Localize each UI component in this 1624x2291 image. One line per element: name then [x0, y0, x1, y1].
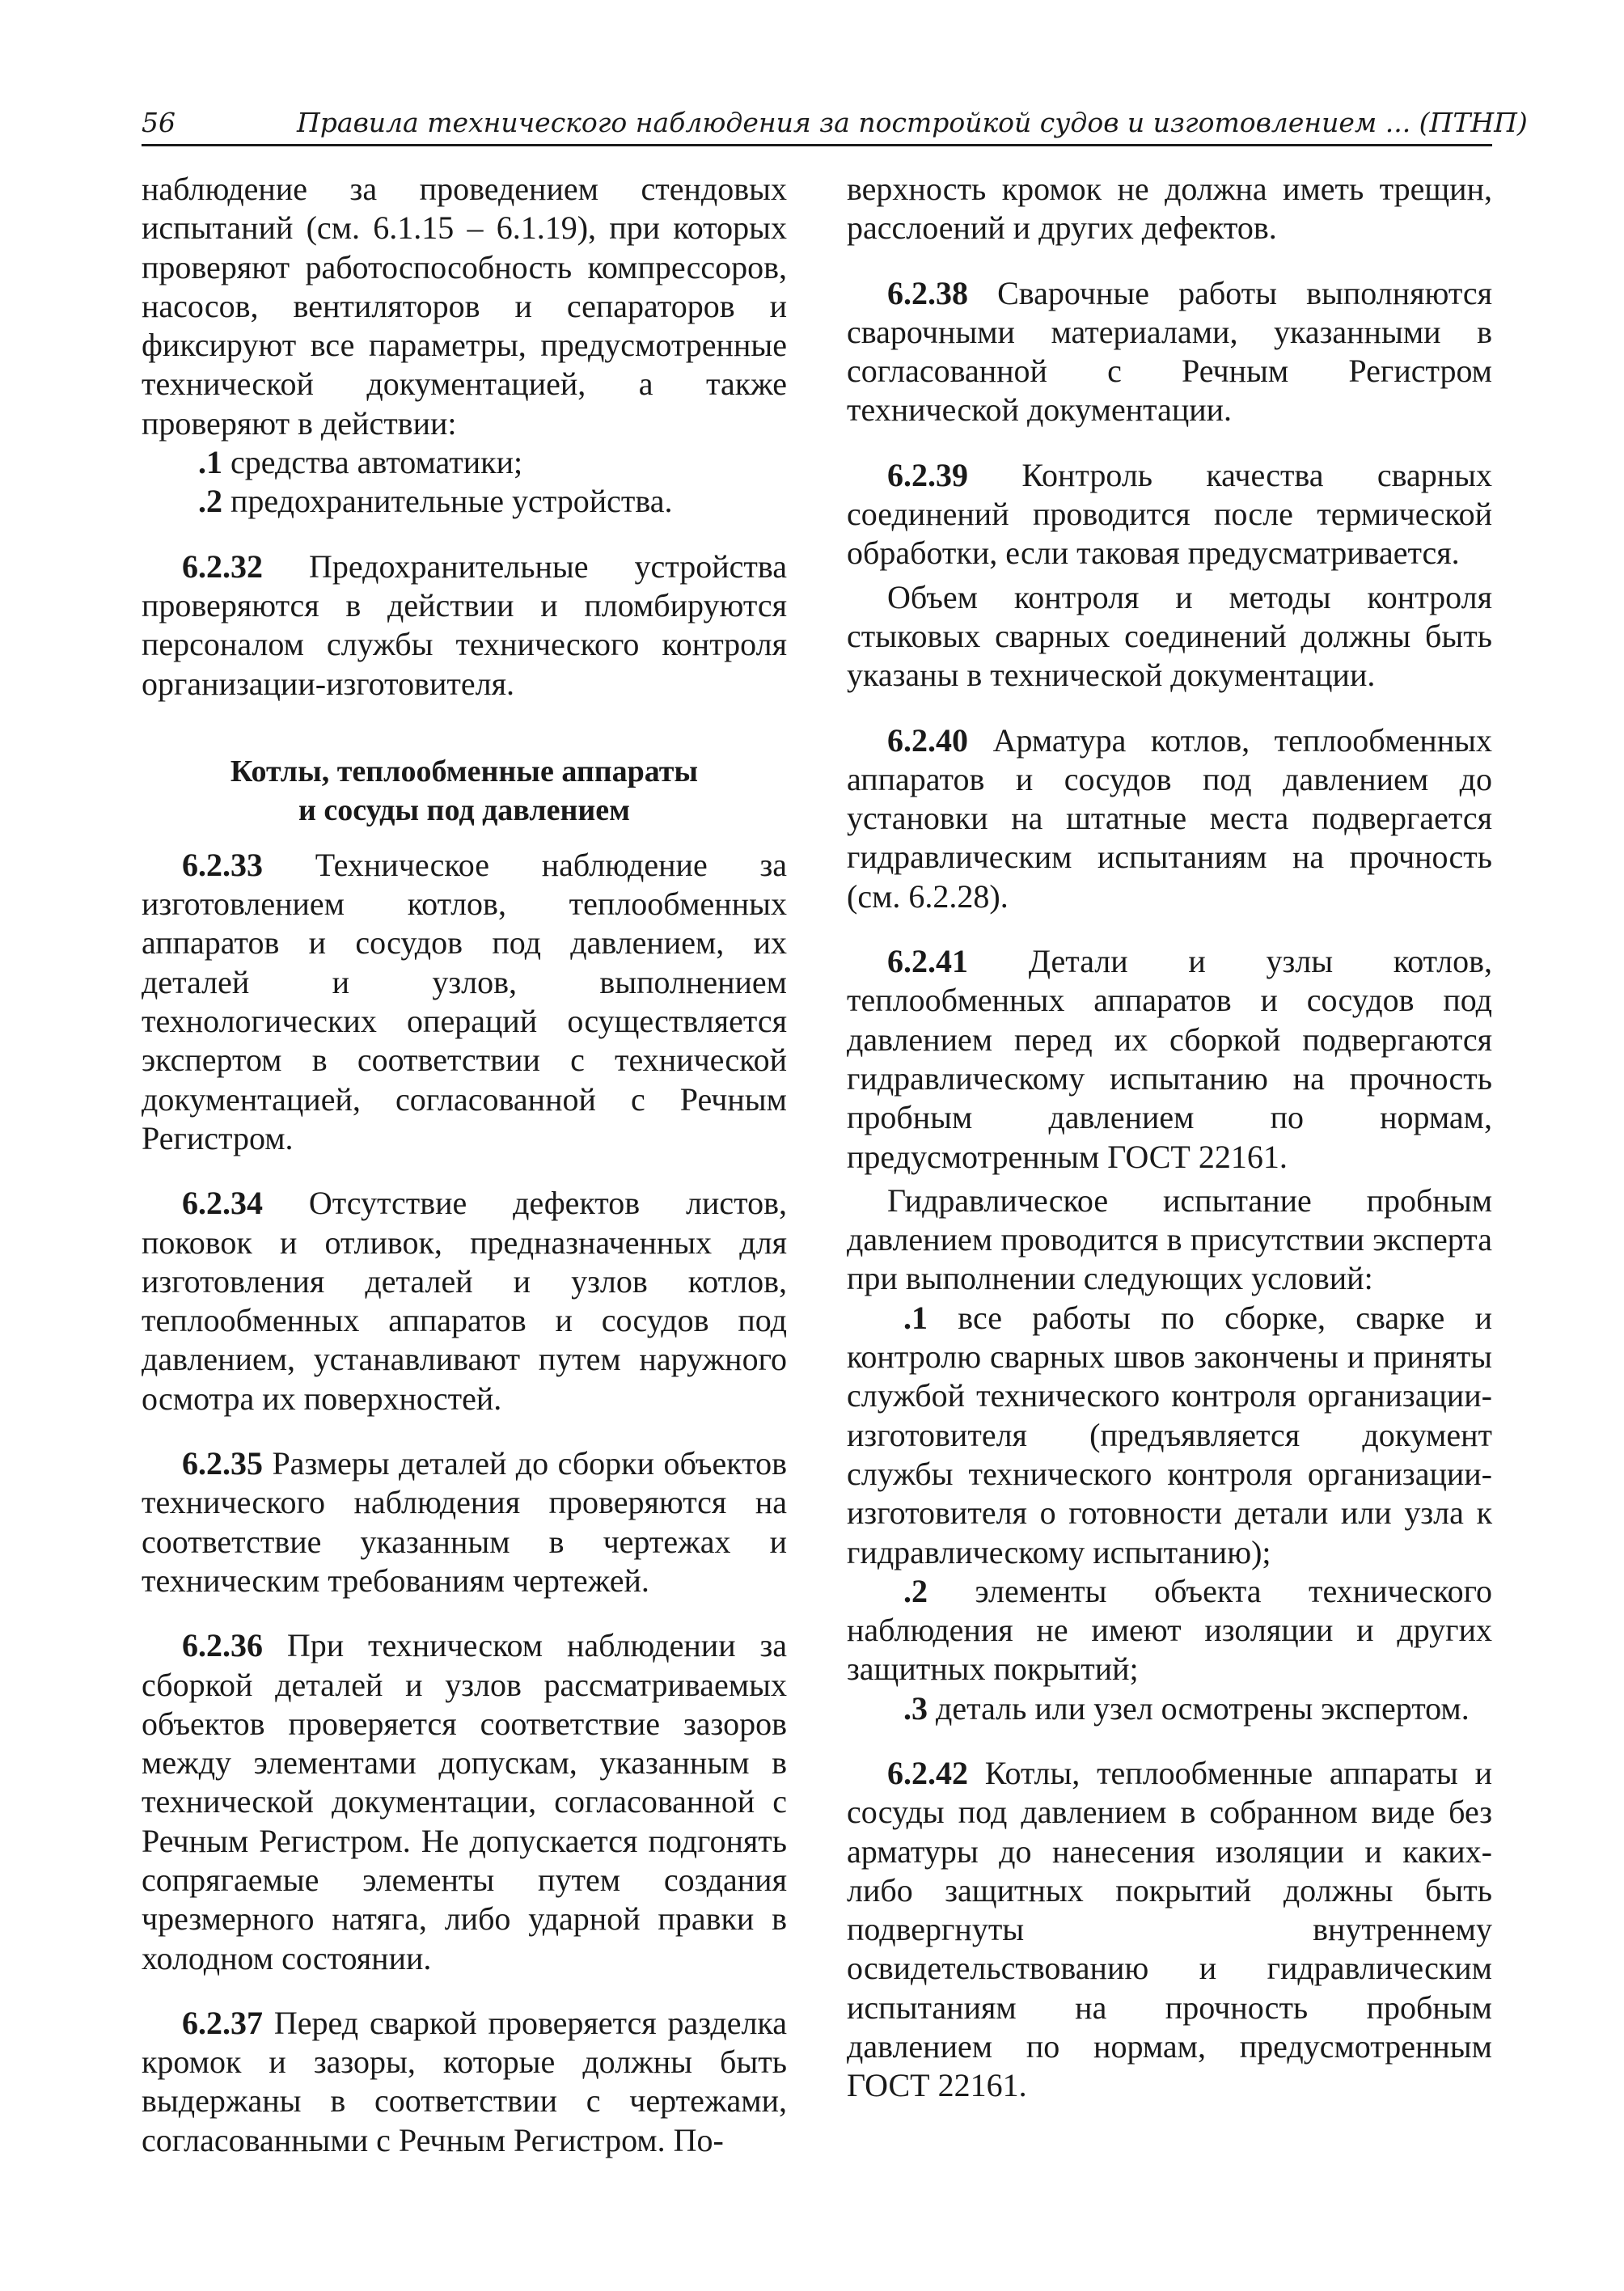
- clause-6-2-35: [142, 1444, 787, 1600]
- item-number: .1: [903, 1299, 928, 1336]
- clause-text: При техническом наблюдении за сборкой деталей и узлов рассматриваемых объектов проверяется соответствие зазоров между элементами допускам, указанным в технической документации, согласованной с Речным Регистром. Не допускается подгонять сопрягаемые элементы путем создания чрезмерного натяга, либо ударной правки в холодном состоянии.: [142, 1627, 788, 1976]
- clause-number: 6.2.42: [887, 1754, 968, 1791]
- clause-number: 6.2.37: [182, 2004, 263, 2041]
- clause-6-2-39: [847, 456, 1492, 573]
- clause-text: Сварочные работы выполняются сварочными материалами, указанными в согласованной с Речным Регистром технической документации.: [847, 274, 1492, 429]
- item-text: средства автоматики;: [230, 444, 523, 481]
- clause-text: Отсутствие дефектов листов, поковок и отливок, предназначенных для изготовления деталей и узлов котлов, теплообменных аппаратов и сосудов под давлением, устанавливают путем наружного осмотра их поверхностей.: [142, 1185, 788, 1417]
- clause-6-2-40: [847, 721, 1492, 916]
- paragraph: Объем контроля и методы контроля стыковых сварных соединений должны быть указаны в технической документации.: [847, 578, 1492, 694]
- clause-6-2-42: [847, 1754, 1492, 2106]
- paragraph: Гидравлическое испытание пробным давлением проводится в присутствии эксперта при выполнении следующих условий:: [847, 1181, 1492, 1297]
- right-column: [847, 170, 1492, 2106]
- clause-6-2-38: [847, 274, 1492, 430]
- clause-text: Предохранительные устройства проверяются в действии и пломбируются персоналом службы технического контроля организации-изготовителя.: [142, 547, 788, 702]
- clause-text: Размеры деталей до сборки объектов технического наблюдения проверяются на соответствие указанным в чертежах и техническим требованиям чертежей.: [142, 1445, 787, 1599]
- clause-number: 6.2.34: [182, 1185, 263, 1222]
- left-column: [142, 170, 787, 2160]
- item-text: деталь или узел осмотрены экспертом.: [936, 1689, 1470, 1727]
- list-item: [847, 1299, 1492, 1572]
- paragraph-continuation: верхность кромок не должна иметь трещин, расслоений и других дефектов.: [847, 171, 1492, 247]
- heading-line-2: и сосуды под давлением: [298, 793, 631, 827]
- list-item: [142, 443, 787, 482]
- clause-number: 6.2.32: [182, 547, 263, 585]
- item-number: .2: [198, 483, 222, 520]
- clause-text: Контроль качества сварных соединений проводится после термической обработки, если таковая предусматривается.: [847, 456, 1492, 572]
- item-text: элементы объекта технического наблюдения не имеют изоляции и других защитных покрытий;: [847, 1572, 1492, 1688]
- clause-text: Перед сваркой проверяется разделка кромок и зазоры, которые должны быть выдержаны в соответствии с чертежами, согласованными с Речным Регистром. По-: [142, 2004, 787, 2158]
- list-item: [847, 1689, 1492, 1728]
- clause-text: Детали и узлы котлов, теплообменных аппаратов и сосудов под давлением перед их сборкой подвергаются гидравлическому испытанию на прочность пробным давлением по нормам, предусмотренным ГОСТ 22161.: [847, 943, 1493, 1175]
- paragraph-intro: наблюдение за проведением стендовых испытаний (см. 6.1.15 – 6.1.19), при которых проверяют работоспособность компрессоров, насосов, вентиляторов и сепараторов и фиксируют все параметры, предусмотренные технической документацией, а также проверяют в действии:: [142, 171, 787, 442]
- clause-6-2-41: [847, 942, 1492, 1177]
- clause-text: Котлы, теплообменные аппараты и сосуды под давлением в собранном виде без арматуры до нанесения изоляции и каких-либо защитных покрытий должны быть подвергнуты внутреннему освидетельствованию и гидравлическим испытаниям на прочность пробным давлением по нормам, предусмотренным ГОСТ 22161.: [847, 1754, 1492, 2104]
- clause-number: 6.2.33: [182, 846, 263, 883]
- running-header: [142, 104, 1528, 146]
- clause-6-2-34: [142, 1184, 787, 1418]
- clause-number: 6.2.36: [182, 1627, 263, 1664]
- clause-number: 6.2.38: [887, 274, 968, 311]
- clause-text: Техническое наблюдение за изготовлением котлов, теплообменных аппаратов и сосудов под давлением, их деталей и узлов, выполнением технологических операций осуществляется экспертом в соответствии с технической документацией, согласованной с Речным Регистром.: [142, 846, 787, 1156]
- page-number: 56: [142, 107, 176, 138]
- clause-number: 6.2.41: [887, 943, 968, 980]
- clause-6-2-32: [142, 547, 787, 704]
- clause-6-2-33: [142, 846, 787, 1158]
- list-item: [847, 1572, 1492, 1689]
- item-number: .1: [198, 444, 222, 481]
- heading-line-1: Котлы, теплообменные аппараты: [230, 754, 699, 788]
- item-text: все работы по сборке, сварке и контролю сварных швов закончены и приняты службой технического контроля организации-изготовителя (предъявляется документ службы технического контроля организации-изготовителя о готовности детали или узла к гидравлическому испытанию);: [847, 1299, 1492, 1570]
- clause-number: 6.2.39: [887, 456, 968, 493]
- clause-6-2-36: [142, 1626, 787, 1978]
- clause-number: 6.2.35: [182, 1445, 263, 1482]
- clause-number: 6.2.40: [887, 721, 968, 759]
- clause-6-2-37: [142, 2004, 787, 2160]
- item-text: предохранительные устройства.: [230, 483, 673, 520]
- clause-text: Арматура котлов, теплообменных аппаратов и сосудов под давлением до установки на штатные места подвергается гидравлическим испытаниям на прочность (см. 6.2.28).: [847, 721, 1492, 915]
- item-number: .3: [903, 1689, 928, 1727]
- list-item: [142, 482, 787, 521]
- item-number: .2: [903, 1572, 928, 1609]
- section-heading: [142, 752, 787, 830]
- running-title: Правила технического наблюдения за постройкой судов и изготовлением ... (ПТНП): [297, 107, 1528, 138]
